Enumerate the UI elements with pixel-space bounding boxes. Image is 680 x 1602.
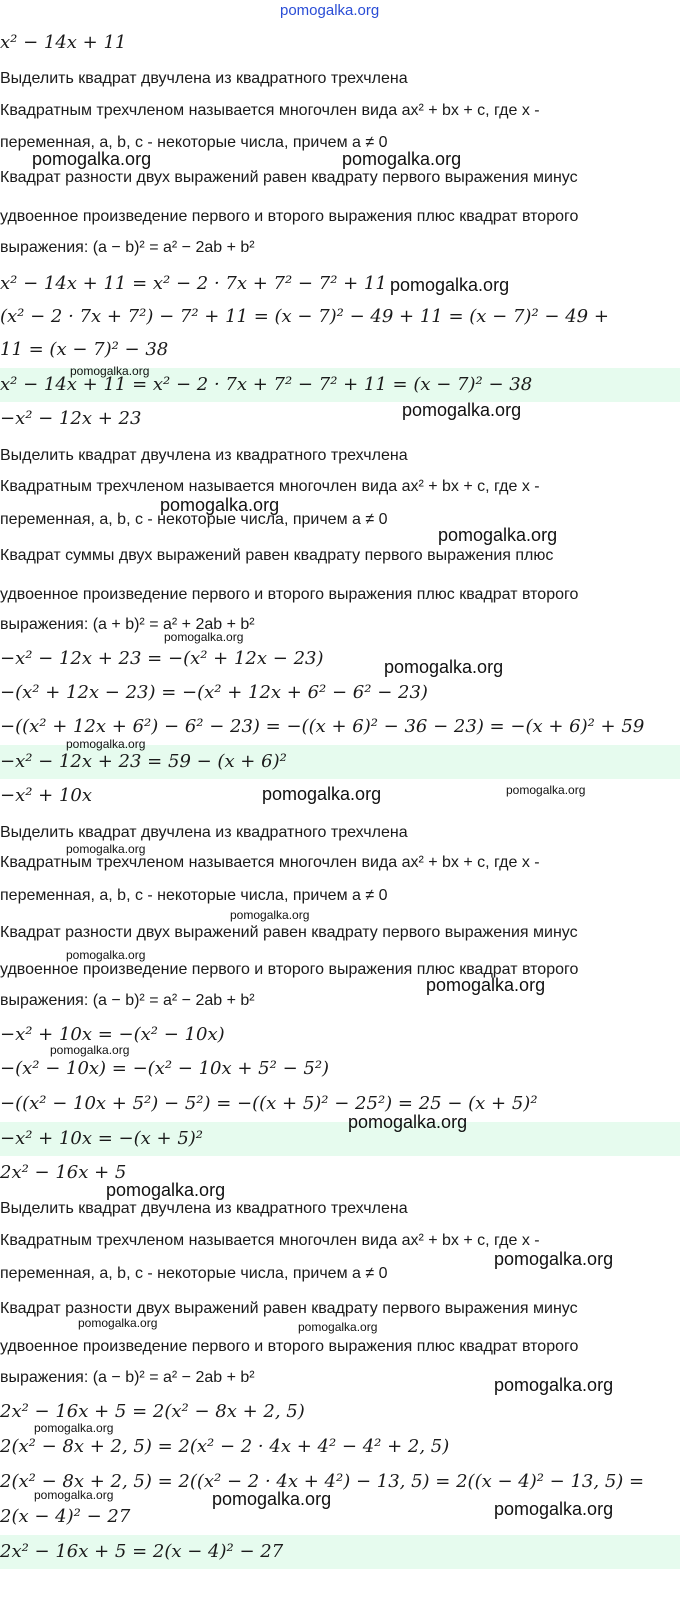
watermark: pomogalka.org: [66, 948, 146, 962]
task-3-expression: −x² + 10x: [0, 785, 93, 806]
watermark: pomogalka.org: [494, 1375, 614, 1395]
watermark: pomogalka.org: [230, 908, 310, 922]
task-1-definition-line-1: Квадратным трехчленом называется многочлен вида ax² + bx + c, где x -: [0, 102, 540, 119]
task-2-step-1: −x² − 12x + 23 = −(x² + 12x − 23): [0, 648, 324, 669]
task-1-expression: x² − 14x + 11: [0, 32, 127, 53]
task-4-step-3-cont: 2(x − 4)² − 27: [0, 1506, 131, 1527]
task-1-rule-line-2: удвоенное произведение первого и второго выражения плюс квадрат второго: [0, 208, 579, 225]
task-2-instruction: Выделить квадрат двучлена из квадратного трехчлена: [0, 447, 408, 464]
watermark: pomogalka.org: [106, 1180, 226, 1200]
watermark: pomogalka.org: [384, 657, 504, 677]
task-3-definition-line-1: Квадратным трехчленом называется многочлен вида ax² + bx + c, где x -: [0, 854, 540, 871]
task-1-step-2-cont: 11 = (x − 7)² − 38: [0, 339, 169, 360]
watermark: pomogalka.org: [494, 1499, 614, 1519]
task-4-rule-formula: выражения: (a − b)² = a² − 2ab + b²: [0, 1369, 255, 1386]
watermark: pomogalka.org: [66, 842, 146, 856]
watermark: pomogalka.org: [78, 1316, 158, 1330]
task-4-step-3: 2(x² − 8x + 2, 5) = 2((x² − 2 · 4x + 4²) − 13, 5) = 2((x − 4)² − 13, 5) =: [0, 1471, 645, 1492]
task-3-step-3: −((x² − 10x + 5²) − 5²) = −((x + 5)² − 25²) = 25 − (x + 5)²: [0, 1093, 538, 1114]
task-2-expression: −x² − 12x + 23: [0, 408, 142, 429]
task-1-result: x² − 14x + 11 = x² − 2 · 7x + 7² − 7² + 11 = (x − 7)² − 38: [0, 374, 533, 395]
task-1-step-1: x² − 14x + 11 = x² − 2 · 7x + 7² − 7² + 11: [0, 273, 387, 294]
task-2-step-2: −(x² + 12x − 23) = −(x² + 12x + 6² − 6² − 23): [0, 682, 428, 703]
watermark: pomogalka.org: [34, 1421, 114, 1435]
task-1-definition-line-2: переменная, a, b, c - некоторые числа, причем a ≠ 0: [0, 134, 388, 151]
task-1-step-2: (x² − 2 · 7x + 7²) − 7² + 11 = (x − 7)² − 49 + 11 = (x − 7)² − 49 +: [0, 306, 609, 327]
task-4-expression: 2x² − 16x + 5: [0, 1162, 127, 1183]
task-4-instruction: Выделить квадрат двучлена из квадратного трехчлена: [0, 1200, 408, 1217]
task-1-rule-formula: выражения: (a − b)² = a² − 2ab + b²: [0, 239, 255, 256]
task-4-definition-line-1: Квадратным трехчленом называется многочлен вида ax² + bx + c, где x -: [0, 1232, 540, 1249]
task-2-rule-formula: выражения: (a + b)² = a² + 2ab + b²: [0, 616, 255, 633]
task-1-rule-line-1: Квадрат разности двух выражений равен квадрату первого выражения минус: [0, 169, 578, 186]
task-3-step-1: −x² + 10x = −(x² − 10x): [0, 1024, 225, 1045]
watermark: pomogalka.org: [342, 149, 462, 169]
task-3-rule-formula: выражения: (a − b)² = a² − 2ab + b²: [0, 992, 255, 1009]
task-3-definition-line-2: переменная, a, b, c - некоторые числа, причем a ≠ 0: [0, 887, 388, 904]
task-4-rule-line-1: Квадрат разности двух выражений равен квадрату первого выражения минус: [0, 1300, 578, 1317]
watermark: pomogalka.org: [164, 630, 244, 644]
task-2-result: −x² − 12x + 23 = 59 − (x + 6)²: [0, 751, 287, 772]
task-2-rule-line-2: удвоенное произведение первого и второго выражения плюс квадрат второго: [0, 586, 579, 603]
watermark-top: pomogalka.org: [280, 2, 380, 19]
task-4-definition-line-2: переменная, a, b, c - некоторые числа, причем a ≠ 0: [0, 1265, 388, 1282]
task-1-instruction: Выделить квадрат двучлена из квадратного трехчлена: [0, 70, 408, 87]
watermark: pomogalka.org: [262, 784, 382, 804]
task-2-definition-line-1: Квадратным трехчленом называется многочлен вида ax² + bx + c, где x -: [0, 478, 540, 495]
task-4-rule-line-2: удвоенное произведение первого и второго выражения плюс квадрат второго: [0, 1338, 579, 1355]
task-4-step-2: 2(x² − 8x + 2, 5) = 2(x² − 2 · 4x + 4² − 4² + 2, 5): [0, 1436, 450, 1457]
watermark: pomogalka.org: [160, 495, 280, 515]
task-2-step-3: −((x² + 12x + 6²) − 6² − 23) = −((x + 6)² − 36 − 23) = −(x + 6)² + 59: [0, 716, 645, 737]
watermark: pomogalka.org: [212, 1489, 332, 1509]
watermark: pomogalka.org: [426, 975, 546, 995]
task-3-result: −x² + 10x = −(x + 5)²: [0, 1128, 204, 1149]
watermark: pomogalka.org: [494, 1249, 614, 1269]
watermark: pomogalka.org: [348, 1112, 468, 1132]
watermark: pomogalka.org: [34, 1488, 114, 1502]
watermark: pomogalka.org: [66, 737, 146, 751]
watermark: pomogalka.org: [298, 1320, 378, 1334]
task-3-step-2: −(x² − 10x) = −(x² − 10x + 5² − 5²): [0, 1058, 330, 1079]
watermark: pomogalka.org: [438, 525, 558, 545]
watermark: pomogalka.org: [506, 783, 586, 797]
task-3-instruction: Выделить квадрат двучлена из квадратного трехчлена: [0, 824, 408, 841]
watermark: pomogalka.org: [402, 400, 522, 420]
task-4-step-1: 2x² − 16x + 5 = 2(x² − 8x + 2, 5): [0, 1401, 305, 1422]
watermark: pomogalka.org: [390, 275, 510, 295]
task-3-rule-line-2: удвоенное произведение первого и второго выражения плюс квадрат второго: [0, 961, 579, 978]
task-2-rule-line-1: Квадрат суммы двух выражений равен квадрату первого выражения плюс: [0, 547, 554, 564]
watermark: pomogalka.org: [70, 364, 150, 378]
watermark: pomogalka.org: [32, 149, 152, 169]
task-2-definition-line-2: переменная, a, b, c - некоторые числа, причем a ≠ 0: [0, 511, 388, 528]
watermark: pomogalka.org: [50, 1043, 130, 1057]
task-3-rule-line-1: Квадрат разности двух выражений равен квадрату первого выражения минус: [0, 924, 578, 941]
task-4-result: 2x² − 16x + 5 = 2(x − 4)² − 27: [0, 1541, 284, 1562]
